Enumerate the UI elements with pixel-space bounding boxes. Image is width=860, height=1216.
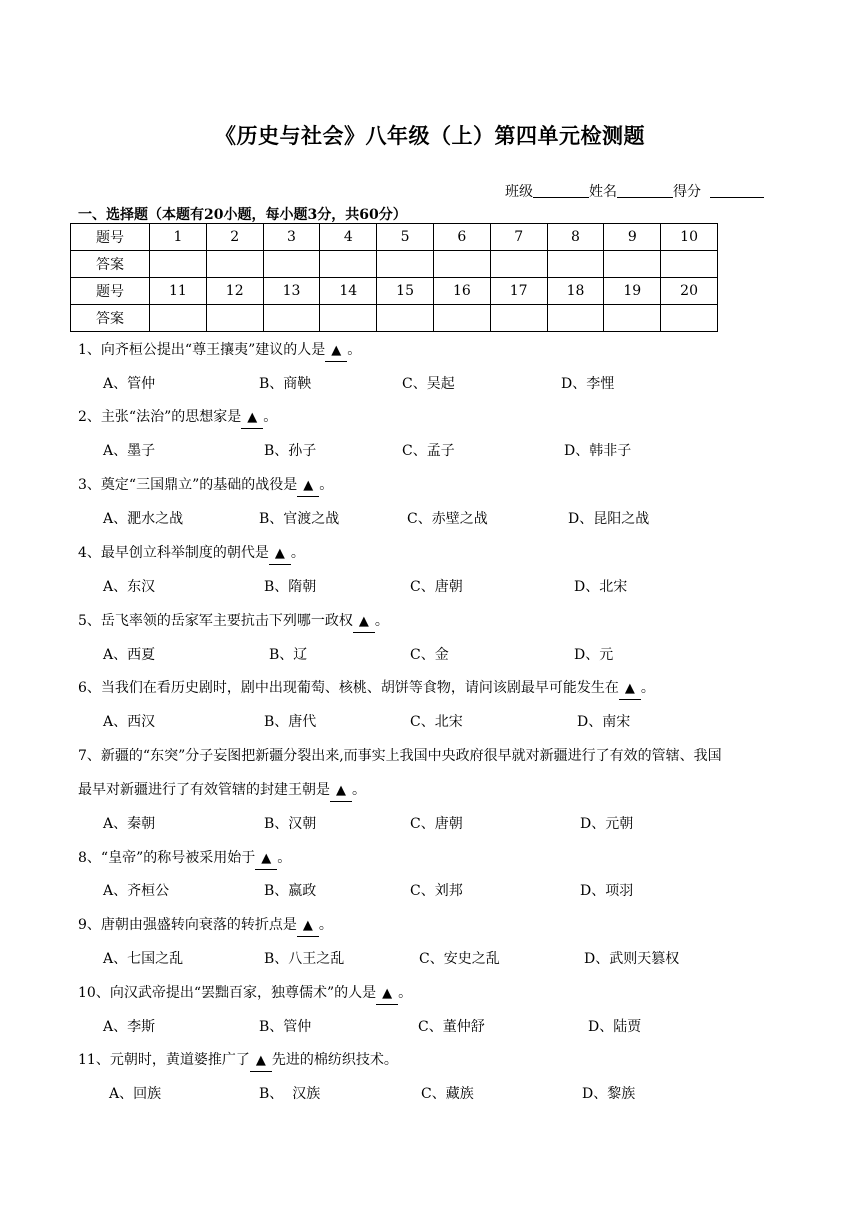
answer-cell[interactable] <box>547 251 604 278</box>
option-c: C、孟子 <box>402 443 455 459</box>
question-text: 1、向齐桓公提出“尊王攘夷”建议的人是 <box>78 342 326 358</box>
question-text-end: 。 <box>277 850 292 866</box>
question-text: 3、奠定“三国鼎立”的基础的战役是 <box>78 477 298 493</box>
question-text: 11、元朝时，黄道婆推广了 <box>78 1052 250 1068</box>
option-b: B、 汉族 <box>259 1086 321 1102</box>
qnum-cell: 4 <box>320 224 377 251</box>
score-blank[interactable] <box>710 183 764 198</box>
answer-cell[interactable] <box>661 251 718 278</box>
option-a: A、东汉 <box>103 579 156 595</box>
table-row <box>71 278 718 305</box>
qnum-cell: 15 <box>377 278 434 305</box>
option-d: D、项羽 <box>580 883 634 899</box>
option-d: D、元朝 <box>580 816 634 832</box>
question-text: 10、向汉武帝提出“罢黜百家，独尊儒术”的人是 <box>78 985 377 1001</box>
option-a: A、秦朝 <box>103 816 156 832</box>
qnum-cell: 17 <box>490 278 547 305</box>
question-7-line-1: 7、新疆的“东突”分子妄图把新疆分裂出来,而事实上我国中央政府很早就对新疆进行了有效的管辖、我国 <box>78 748 722 764</box>
qnum-cell: 9 <box>604 224 661 251</box>
question-text-end: 。 <box>374 613 389 629</box>
name-blank[interactable] <box>617 183 673 198</box>
option-c: C、藏族 <box>421 1086 474 1102</box>
answer-cell[interactable] <box>263 251 320 278</box>
answer-header-cell: 答案 <box>71 251 150 278</box>
qnum-cell: 19 <box>604 278 661 305</box>
question-text: 8、“皇帝”的称号被采用始于 <box>78 850 256 866</box>
question-9 <box>78 915 333 937</box>
answer-cell[interactable] <box>490 251 547 278</box>
answer-cell[interactable] <box>377 305 434 332</box>
option-d: D、黎族 <box>582 1086 636 1102</box>
question-text-end: 。 <box>640 680 655 696</box>
option-b: B、唐代 <box>264 714 317 730</box>
answer-table <box>70 223 718 332</box>
option-c: C、吴起 <box>402 376 455 392</box>
class-blank[interactable] <box>533 183 589 198</box>
question-3 <box>78 475 333 497</box>
question-6 <box>78 678 655 700</box>
qnum-cell: 2 <box>206 224 263 251</box>
option-d: D、陆贾 <box>588 1019 642 1035</box>
option-a: A、回族 <box>109 1086 162 1102</box>
option-d: D、昆阳之战 <box>568 511 650 527</box>
option-b: B、汉朝 <box>264 816 317 832</box>
table-row <box>71 251 718 278</box>
option-b: B、隋朝 <box>264 579 317 595</box>
question-text: 6、当我们在看历史剧时，剧中出现葡萄、核桃、胡饼等食物，请问该剧最早可能发生在 <box>78 680 619 696</box>
qnum-cell: 5 <box>377 224 434 251</box>
question-text-end: 。 <box>347 342 362 358</box>
page-title: 《历史与社会》八年级（上）第四单元检测题 <box>215 123 645 148</box>
option-b: B、官渡之战 <box>259 511 340 527</box>
question-text-end: 先进的棉纺织技术。 <box>271 1052 398 1068</box>
answer-blank[interactable]: ▲ <box>269 544 291 565</box>
option-d: D、武则天篡权 <box>584 951 680 967</box>
question-text-end: 。 <box>352 782 366 798</box>
option-a: A、西汉 <box>103 714 156 730</box>
option-c: C、安史之乱 <box>419 951 500 967</box>
answer-blank[interactable]: ▲ <box>325 341 347 362</box>
answer-blank[interactable]: ▲ <box>255 849 277 870</box>
answer-cell[interactable] <box>547 305 604 332</box>
qnum-header-cell: 题号 <box>71 224 150 251</box>
question-text-end: 。 <box>290 545 305 561</box>
answer-cell[interactable] <box>150 305 207 332</box>
answer-cell[interactable] <box>206 305 263 332</box>
qnum-cell: 8 <box>547 224 604 251</box>
answer-cell[interactable] <box>377 251 434 278</box>
name-label: 姓名 <box>589 184 617 200</box>
question-4 <box>78 543 305 565</box>
answer-cell[interactable] <box>433 251 490 278</box>
option-a: A、西夏 <box>103 647 156 663</box>
option-b: B、辽 <box>269 647 308 663</box>
question-1 <box>78 340 361 362</box>
student-info <box>505 181 764 201</box>
qnum-cell: 10 <box>661 224 718 251</box>
qnum-cell: 1 <box>150 224 207 251</box>
option-d: D、北宋 <box>574 579 628 595</box>
question-11 <box>78 1050 398 1072</box>
answer-cell[interactable] <box>604 305 661 332</box>
option-c: C、董仲舒 <box>418 1019 485 1035</box>
option-c: C、刘邦 <box>410 883 463 899</box>
question-5 <box>78 611 389 633</box>
answer-cell[interactable] <box>263 305 320 332</box>
option-a: A、淝水之战 <box>103 511 184 527</box>
answer-blank[interactable]: ▲ <box>330 781 352 802</box>
option-a: A、墨子 <box>103 443 156 459</box>
option-b: B、孙子 <box>264 443 317 459</box>
question-7 <box>78 780 366 802</box>
class-label: 班级 <box>505 184 533 200</box>
answer-cell[interactable] <box>433 305 490 332</box>
option-d: D、李悝 <box>561 376 615 392</box>
qnum-cell: 12 <box>206 278 263 305</box>
question-text: 2、主张“法治”的思想家是 <box>78 409 242 425</box>
question-text-end: 。 <box>318 917 333 933</box>
score-label: 得分 <box>673 184 701 200</box>
question-text: 4、最早创立科举制度的朝代是 <box>78 545 269 561</box>
answer-cell[interactable] <box>206 251 263 278</box>
option-c: C、金 <box>410 647 449 663</box>
qnum-cell: 20 <box>661 278 718 305</box>
table-row <box>71 224 718 251</box>
table-row <box>71 305 718 332</box>
question-8 <box>78 848 291 870</box>
qnum-cell: 16 <box>433 278 490 305</box>
question-text: 9、唐朝由强盛转向衰落的转折点是 <box>78 917 297 933</box>
answer-blank[interactable]: ▲ <box>619 679 641 700</box>
answer-blank[interactable]: ▲ <box>250 1051 272 1072</box>
option-a: A、七国之乱 <box>103 951 184 967</box>
question-text-end: 。 <box>319 477 334 493</box>
option-a: A、管仲 <box>103 376 156 392</box>
question-text-end: 。 <box>263 409 278 425</box>
answer-cell[interactable] <box>320 251 377 278</box>
answer-blank[interactable]: ▲ <box>376 984 398 1005</box>
question-10 <box>78 983 412 1005</box>
answer-cell[interactable] <box>604 251 661 278</box>
answer-blank[interactable]: ▲ <box>297 916 319 937</box>
answer-cell[interactable] <box>490 305 547 332</box>
section-heading: 一、选择题（本题有20小题，每小题3分，共60分） <box>78 207 407 223</box>
qnum-header-cell: 题号 <box>71 278 150 305</box>
question-text: 最早对新疆进行了有效管辖的封建王朝是 <box>78 782 330 798</box>
option-a: A、李斯 <box>103 1019 156 1035</box>
answer-cell[interactable] <box>661 305 718 332</box>
qnum-cell: 11 <box>150 278 207 305</box>
option-b: B、嬴政 <box>264 883 317 899</box>
question-text-end: 。 <box>398 985 413 1001</box>
answer-header-cell: 答案 <box>71 305 150 332</box>
qnum-cell: 6 <box>433 224 490 251</box>
option-c: C、唐朝 <box>410 579 463 595</box>
option-c: C、赤壁之战 <box>407 511 488 527</box>
qnum-cell: 14 <box>320 278 377 305</box>
question-text: 5、岳飞率领的岳家军主要抗击下列哪一政权 <box>78 613 353 629</box>
qnum-cell: 13 <box>263 278 320 305</box>
qnum-cell: 7 <box>490 224 547 251</box>
answer-blank[interactable]: ▲ <box>297 476 319 497</box>
answer-blank[interactable]: ▲ <box>353 612 375 633</box>
qnum-cell: 18 <box>547 278 604 305</box>
option-b: B、管仲 <box>259 1019 312 1035</box>
option-a: A、齐桓公 <box>103 883 170 899</box>
question-2 <box>78 407 277 429</box>
answer-cell[interactable] <box>320 305 377 332</box>
option-d: D、元 <box>574 647 614 663</box>
option-c: C、北宋 <box>410 714 463 730</box>
option-d: D、南宋 <box>577 714 631 730</box>
option-b: B、商鞅 <box>259 376 312 392</box>
qnum-cell: 3 <box>263 224 320 251</box>
option-b: B、八王之乱 <box>264 951 345 967</box>
option-d: D、韩非子 <box>564 443 632 459</box>
answer-blank[interactable]: ▲ <box>241 408 263 429</box>
option-c: C、唐朝 <box>410 816 463 832</box>
answer-cell[interactable] <box>150 251 207 278</box>
